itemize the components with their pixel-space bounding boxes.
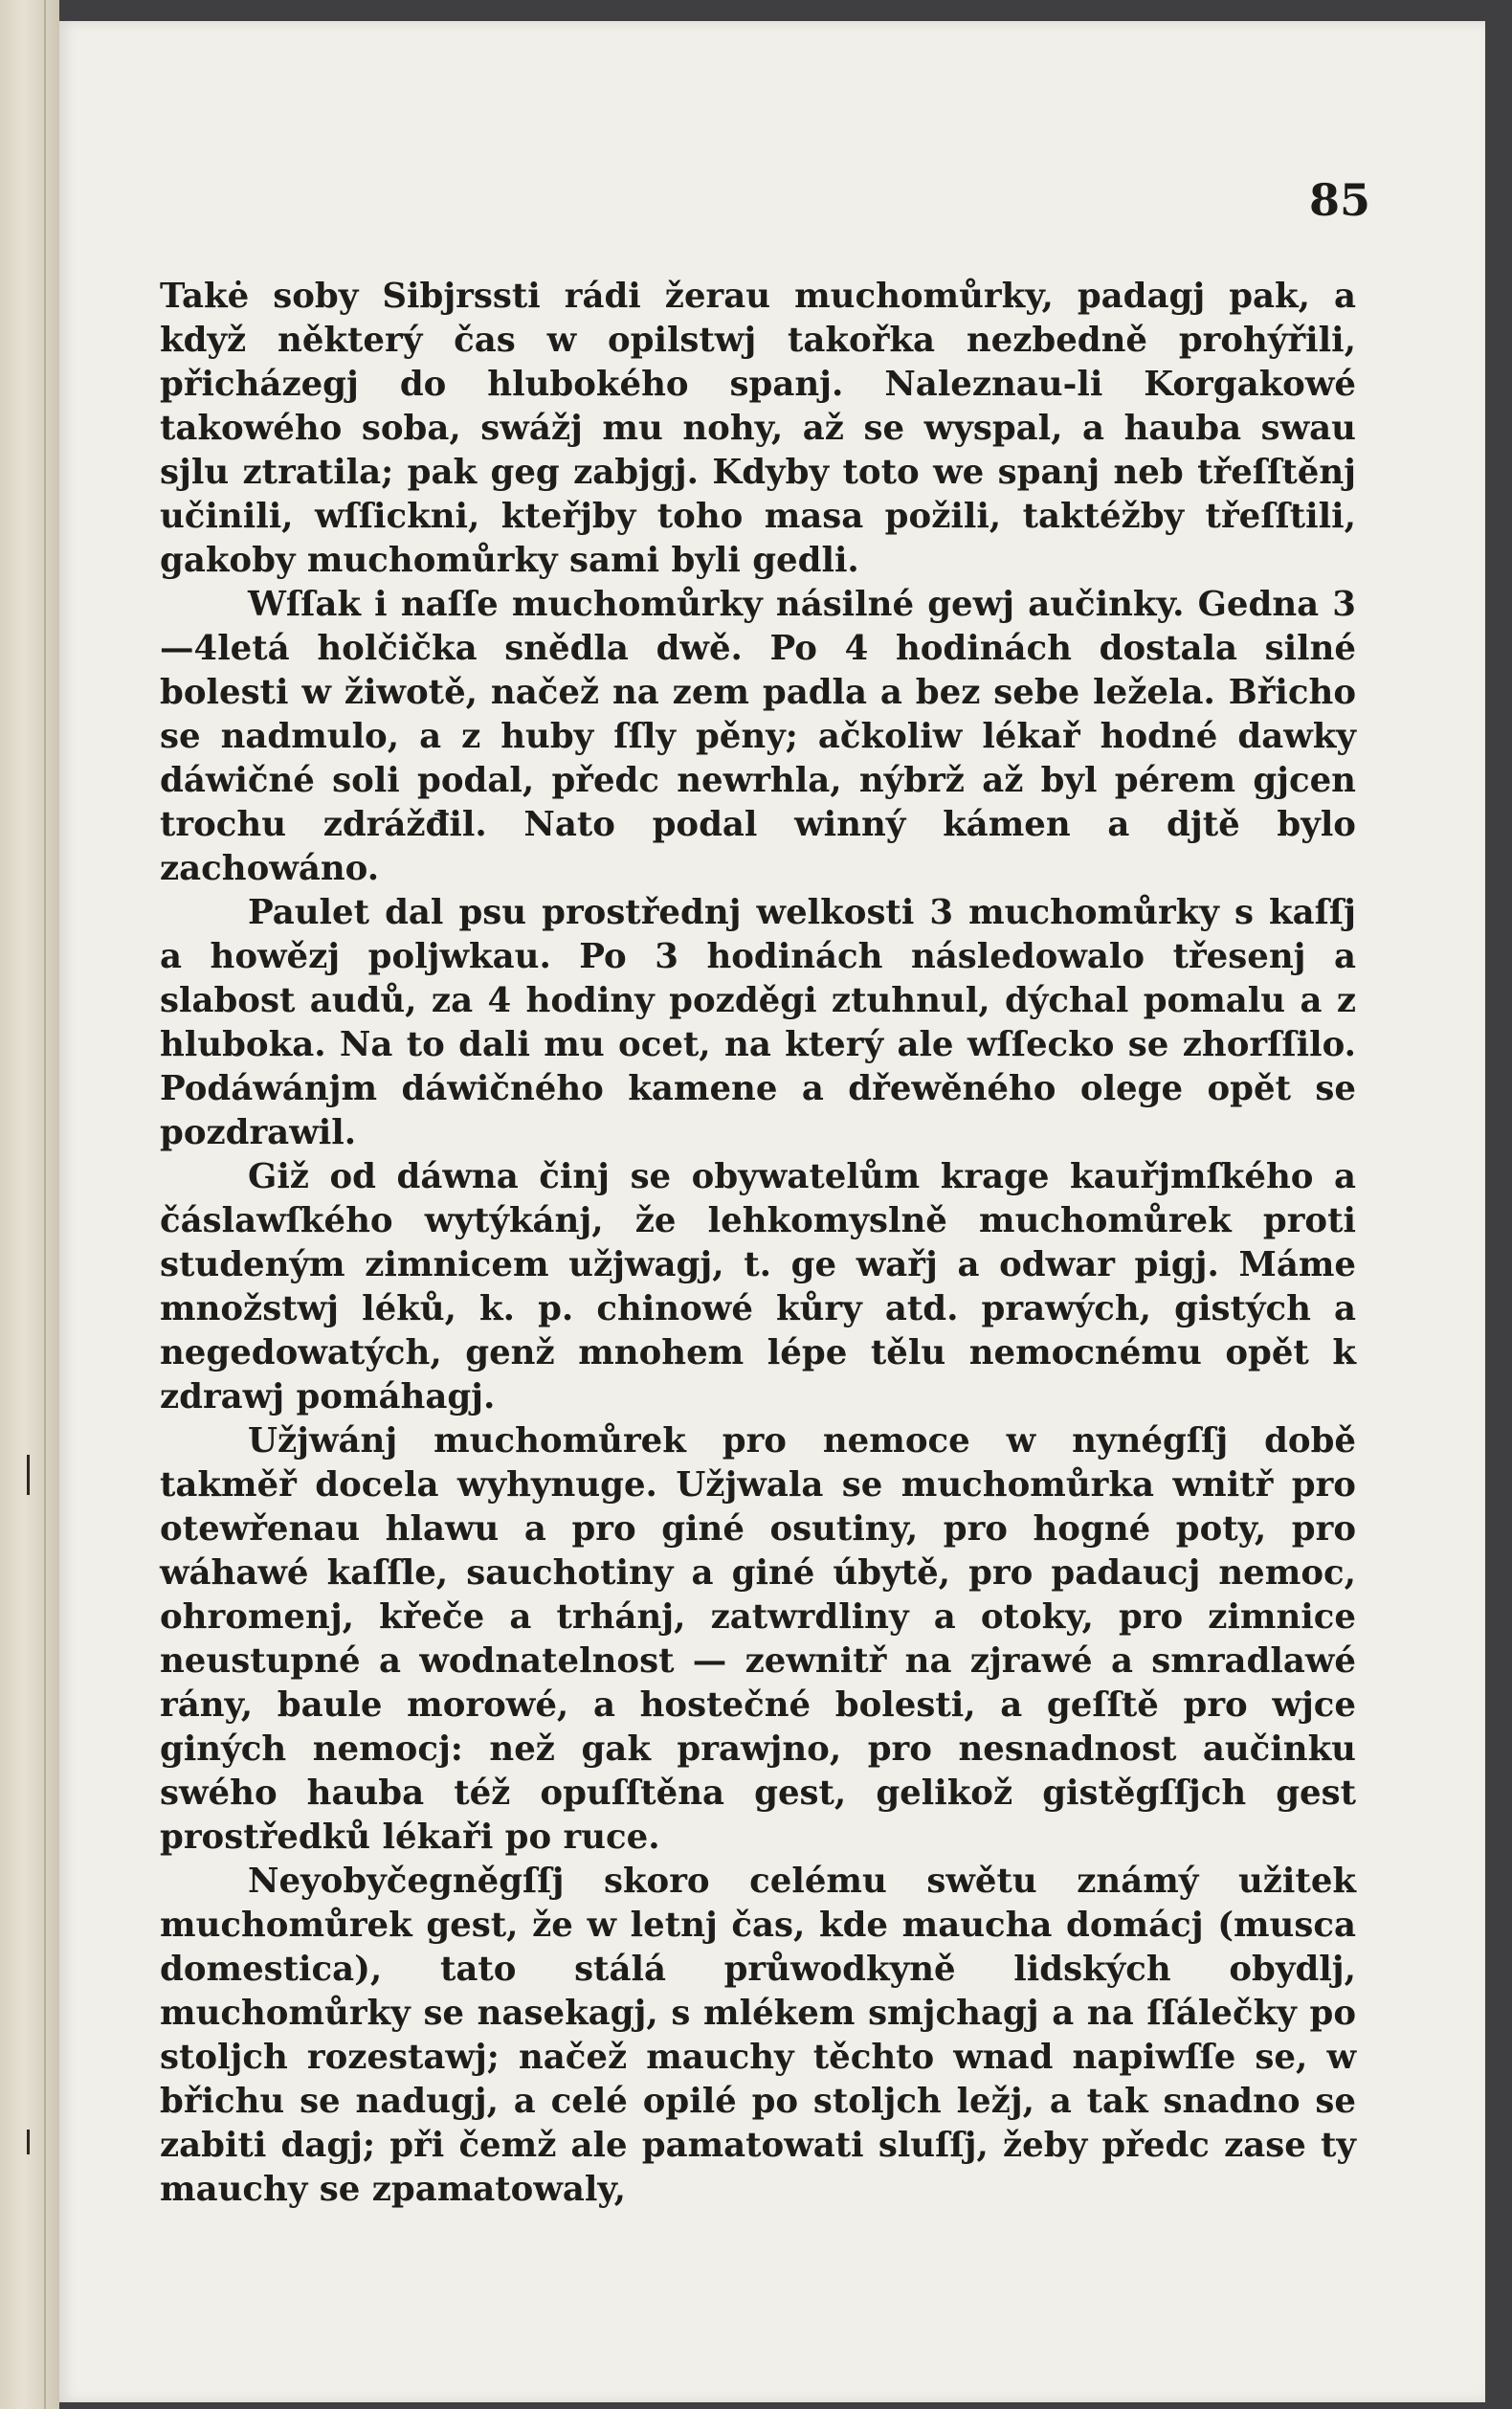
paragraph-5-emphasis-zewnitr: zewnitř (745, 1641, 887, 1681)
paragraph-6-part-1: Neyobyčegněgſſj skoro celému swětu známý užitek muchomůrek gest, že w letnj čas, kde (160, 1862, 1356, 1945)
paragraph-5-part-3: pro otewřenau hlawu a pro giné osutiny, pro hogné poty, pro wáhawé kaſſle, sauchotiny a giné úbytě, pro padaucj nemoc, ohromenj, křeče a trhánj, zatwrdliny a otoky, pro zimnice neustupné a wodnatelnost — (160, 1465, 1356, 1681)
paragraph-2-part-1: Wſſak i naſſe muchomůrky násilné gewj aučinky. Gedna 3—4letá holčička snědla dwě. Po 4 hodinách dostala silné bolesti w žiwotě, načež na zem padla a bez sebe ležela. Břicho se nadmulo, a z huby ſſly pěny; ačkoliw lékař hodné dawky dáwičné soli podal, předc newrhla, nýbrž až byl pérem gjcen trochu zdrážđil. Nato podal (160, 585, 1356, 844)
paragraph-2-emphasis: winný kámen (794, 805, 1071, 844)
edge-mark (27, 2130, 30, 2154)
paragraph-2-part-3: a djtě bylo zachowáno. (160, 805, 1356, 888)
paragraph-6-part-3: (musca domestica), tato stálá průwodkyně lidských obydlj, muchomůrky se nasekagj, s mlékem smjchagj a na ſſálečky po stoljch rozestawj; načež mauchy těchto wnad napiwſſe se, w břichu se nadugj, a celé opilé po stoljch ležj, a tak snadno se zabiti dagj; při čemž ale pamatowati sluſſj, žeby předc zase ty mauchy se zpamatowaly, (160, 1906, 1356, 2209)
book-spine (0, 0, 59, 2409)
gutter-line (44, 0, 46, 2409)
paragraph-6-emphasis: maucha domácj (901, 1906, 1204, 1945)
paragraph-5 (160, 1419, 1356, 1860)
paragraph-5-part-5: na zjrawé a smradlawé rány, baule morowé, a hostečné bolesti, a geſſtě pro wjce giných nemocj: než gak prawjno, pro nesnadnost aučinku swého hauba též opuſſtěna gest, gelikož gistěgſſjch gest prostředků lékaři po ruce. (160, 1641, 1356, 1857)
book-page (59, 21, 1485, 2402)
body-text (160, 275, 1356, 2212)
page-number: 85 (1308, 174, 1370, 226)
paragraph-4: Giž od dáwna činj se obywatelům krage kauřjmſkého a čáslawſkého wytýkánj, že lehkomyslně muchomůrek proti studeným zimnicem užjwagj, t. ge wařj a odwar pigj. Máme množstwj léků, k. p. chinowé kůry atd. prawých, gistých a negedowatých, genž mnohem lépe tělu nemocnému opět k zdrawj pomáhagj. (160, 1157, 1356, 1416)
paragraph-5-part-1: Užjwánj muchomůrek pro nemoce w nynégſſj době takměř docela wyhynuge. Užjwala se muchomůrka (160, 1421, 1356, 1505)
paragraph-3: Paulet dal psu prostřednj welkosti 3 muchomůrky s kaſſj a howězj polјwkau. Po 3 hodinách následowalo třesenj a slabost audů, za 4 hodiny pozděgi ztuhnul, dýchal pomalu a z hluboka. Na to dali mu ocet, na který ale wſſecko se zhorſſilo. Podáwánjm dáwičného kamene a dřewěného olege opět se pozdrawil. (160, 893, 1356, 1152)
paragraph-5-emphasis-wnitr: wnitř (1172, 1465, 1274, 1505)
paragraph-6 (160, 1860, 1356, 2212)
paragraph-1: Takė soby Sibjrssti rádi žerau muchomůrky, padagj pak, a když některý čas w opilstwj takořka nezbedně prohýřili, přicházegj do hlubokého spanj. Naleznau-li Korgakowé takowého soba, swážj mu nohy, až se wyspal, a hauba swau sjlu ztratila; pak geg zabjgj. Kdyby toto we spanj neb třeſſtěnj učinili, wſſickni, kteřjby toho masa požili, taktéžby třeſſtili, gakoby muchomůrky sami byli gedli. (160, 277, 1356, 580)
edge-mark (27, 1455, 30, 1495)
paragraph-2 (160, 583, 1356, 891)
